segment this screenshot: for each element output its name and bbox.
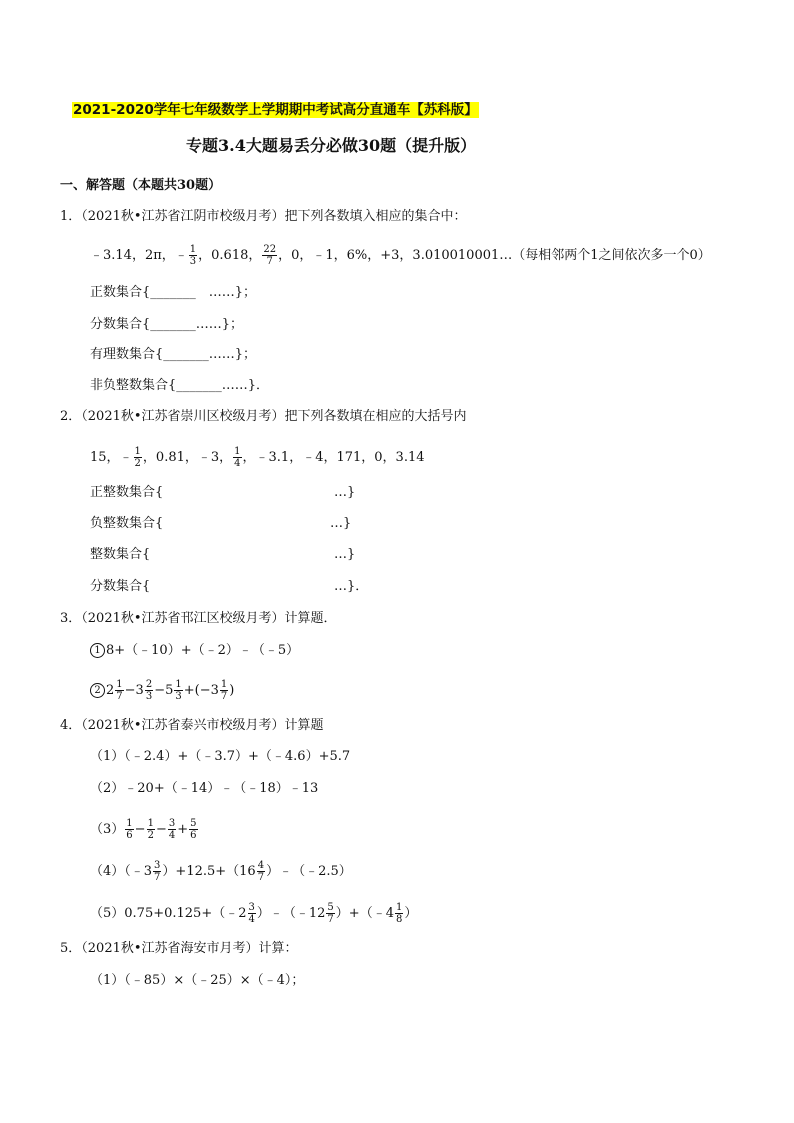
q3-part-1: 1 8+（﹣10）+（﹣2）﹣（﹣5） <box>90 642 299 660</box>
fraction: $\frac{5}{7}$ <box>327 902 334 925</box>
question-2-stem: 2．（2021秋•江苏省崇川区校级月考）把下列各数填在相应的大括号内 <box>60 409 467 424</box>
fraction: $\frac{5}{6}$ <box>190 818 197 841</box>
fraction: $\frac{1}{3}$ <box>175 679 182 702</box>
fraction: $\frac{1}{6}$ <box>126 818 133 841</box>
q2-nums-part: 15，﹣ <box>90 450 133 465</box>
q1-set-positive: 正数集合{_______ ……}； <box>90 285 257 300</box>
q4-part-1: （1）（﹣2.4）+（﹣3.7）+（﹣4.6）+5.7 <box>90 749 351 764</box>
q2-set-negative-integer: 负整数集合{ …} <box>90 516 352 531</box>
q1-nums-part: ，0，﹣1，6%，+3，3.010010001…（每相邻两个1之间依次多一个0） <box>278 248 711 263</box>
q1-nums-part: ，0.618， <box>198 248 262 263</box>
circled-number-2: 2 <box>90 683 105 698</box>
highlighted-series-title: 2021-2020学年七年级数学上学期期中考试高分直通车【苏科版】 <box>73 102 478 118</box>
q1-set-rational: 有理数集合{_______……}； <box>90 347 257 362</box>
q4-part-5: （5）0.75+0.125+（﹣2 $\frac{3}{4}$ ）﹣（﹣12 $\frac{5}{7}$ ）+（﹣4 $\frac{1}{8}$ ） <box>90 902 418 925</box>
q4-part-4: （4）（﹣3 $\frac{3}{7}$ ）+12.5+（16 $\frac{4}{7}$ ）﹣（﹣2.5） <box>90 860 352 883</box>
question-4-stem: 4．（2021秋•江苏省泰兴市校级月考）计算题 <box>60 718 324 733</box>
q2-set-integer: 整数集合{ …} <box>90 547 356 562</box>
question-1-numbers <box>90 244 711 267</box>
q2-nums-part: ，﹣3.1，﹣4，171，0，3.14 <box>242 450 425 465</box>
q1-set-fraction: 分数集合{_______……}； <box>90 317 244 332</box>
q5-part-1: （1）（﹣85）×（﹣25）×（﹣4）； <box>90 973 305 988</box>
fraction: $\frac{1}{3}$ <box>189 244 197 267</box>
fraction: $\frac{2}{3}$ <box>145 679 153 702</box>
q3-part-2: 2 2 $\frac{1}{7}$ −3 $\frac{2}{3}$ −5 $\frac{1}{3}$ +(−3 $\frac{1}{7}$ ) <box>90 679 234 702</box>
fraction: $\frac{3}{4}$ <box>248 902 255 925</box>
fraction: $\frac{1}{8}$ <box>395 902 403 925</box>
question-3-stem: 3．（2021秋•江苏省邗江区校级月考）计算题． <box>60 611 337 626</box>
series-header <box>72 101 479 120</box>
fraction: $\frac{1}{7}$ <box>116 679 123 702</box>
q4-part-2: （2）﹣20+（﹣14）﹣（﹣18）﹣13 <box>90 781 319 796</box>
fraction: $\frac{1}{7}$ <box>220 679 228 702</box>
fraction: $\frac{3}{7}$ <box>154 860 161 883</box>
q4-part-3: （3） $\frac{1}{6}$ − $\frac{1}{2}$ − $\frac{3}{4}$ + $\frac{5}{6}$ <box>90 818 197 841</box>
q2-nums-part: ，0.81，﹣3， <box>142 450 233 465</box>
fraction: $\frac{1}{4}$ <box>234 446 241 469</box>
q1-nums-part: ﹣3.14，2π，﹣ <box>90 248 188 263</box>
question-5-stem: 5．（2021秋•江苏省海安市月考）计算： <box>60 941 298 956</box>
question-2-numbers <box>90 446 425 469</box>
q2-set-positive-integer: 正整数集合{ …} <box>90 485 356 500</box>
fraction: $\frac{1}{2}$ <box>147 818 154 841</box>
q1-set-nonneg-integer: 非负整数集合{_______……}． <box>90 378 270 393</box>
fraction: $\frac{4}{7}$ <box>257 860 265 883</box>
fraction: $\frac{1}{2}$ <box>134 446 141 469</box>
q2-set-fraction: 分数集合{ …}． <box>90 579 369 594</box>
fraction: $\frac{22}{7}$ <box>263 244 277 267</box>
question-1-stem: 1．（2021秋•江苏省江阴市校级月考）把下列各数填入相应的集合中： <box>60 209 467 224</box>
circled-number-1: 1 <box>90 643 105 658</box>
page-title: 专题3.4大题易丢分必做30题（提升版） <box>186 136 477 155</box>
section-heading: 一、解答题（本题共30题） <box>60 178 222 193</box>
fraction: $\frac{3}{4}$ <box>168 818 176 841</box>
